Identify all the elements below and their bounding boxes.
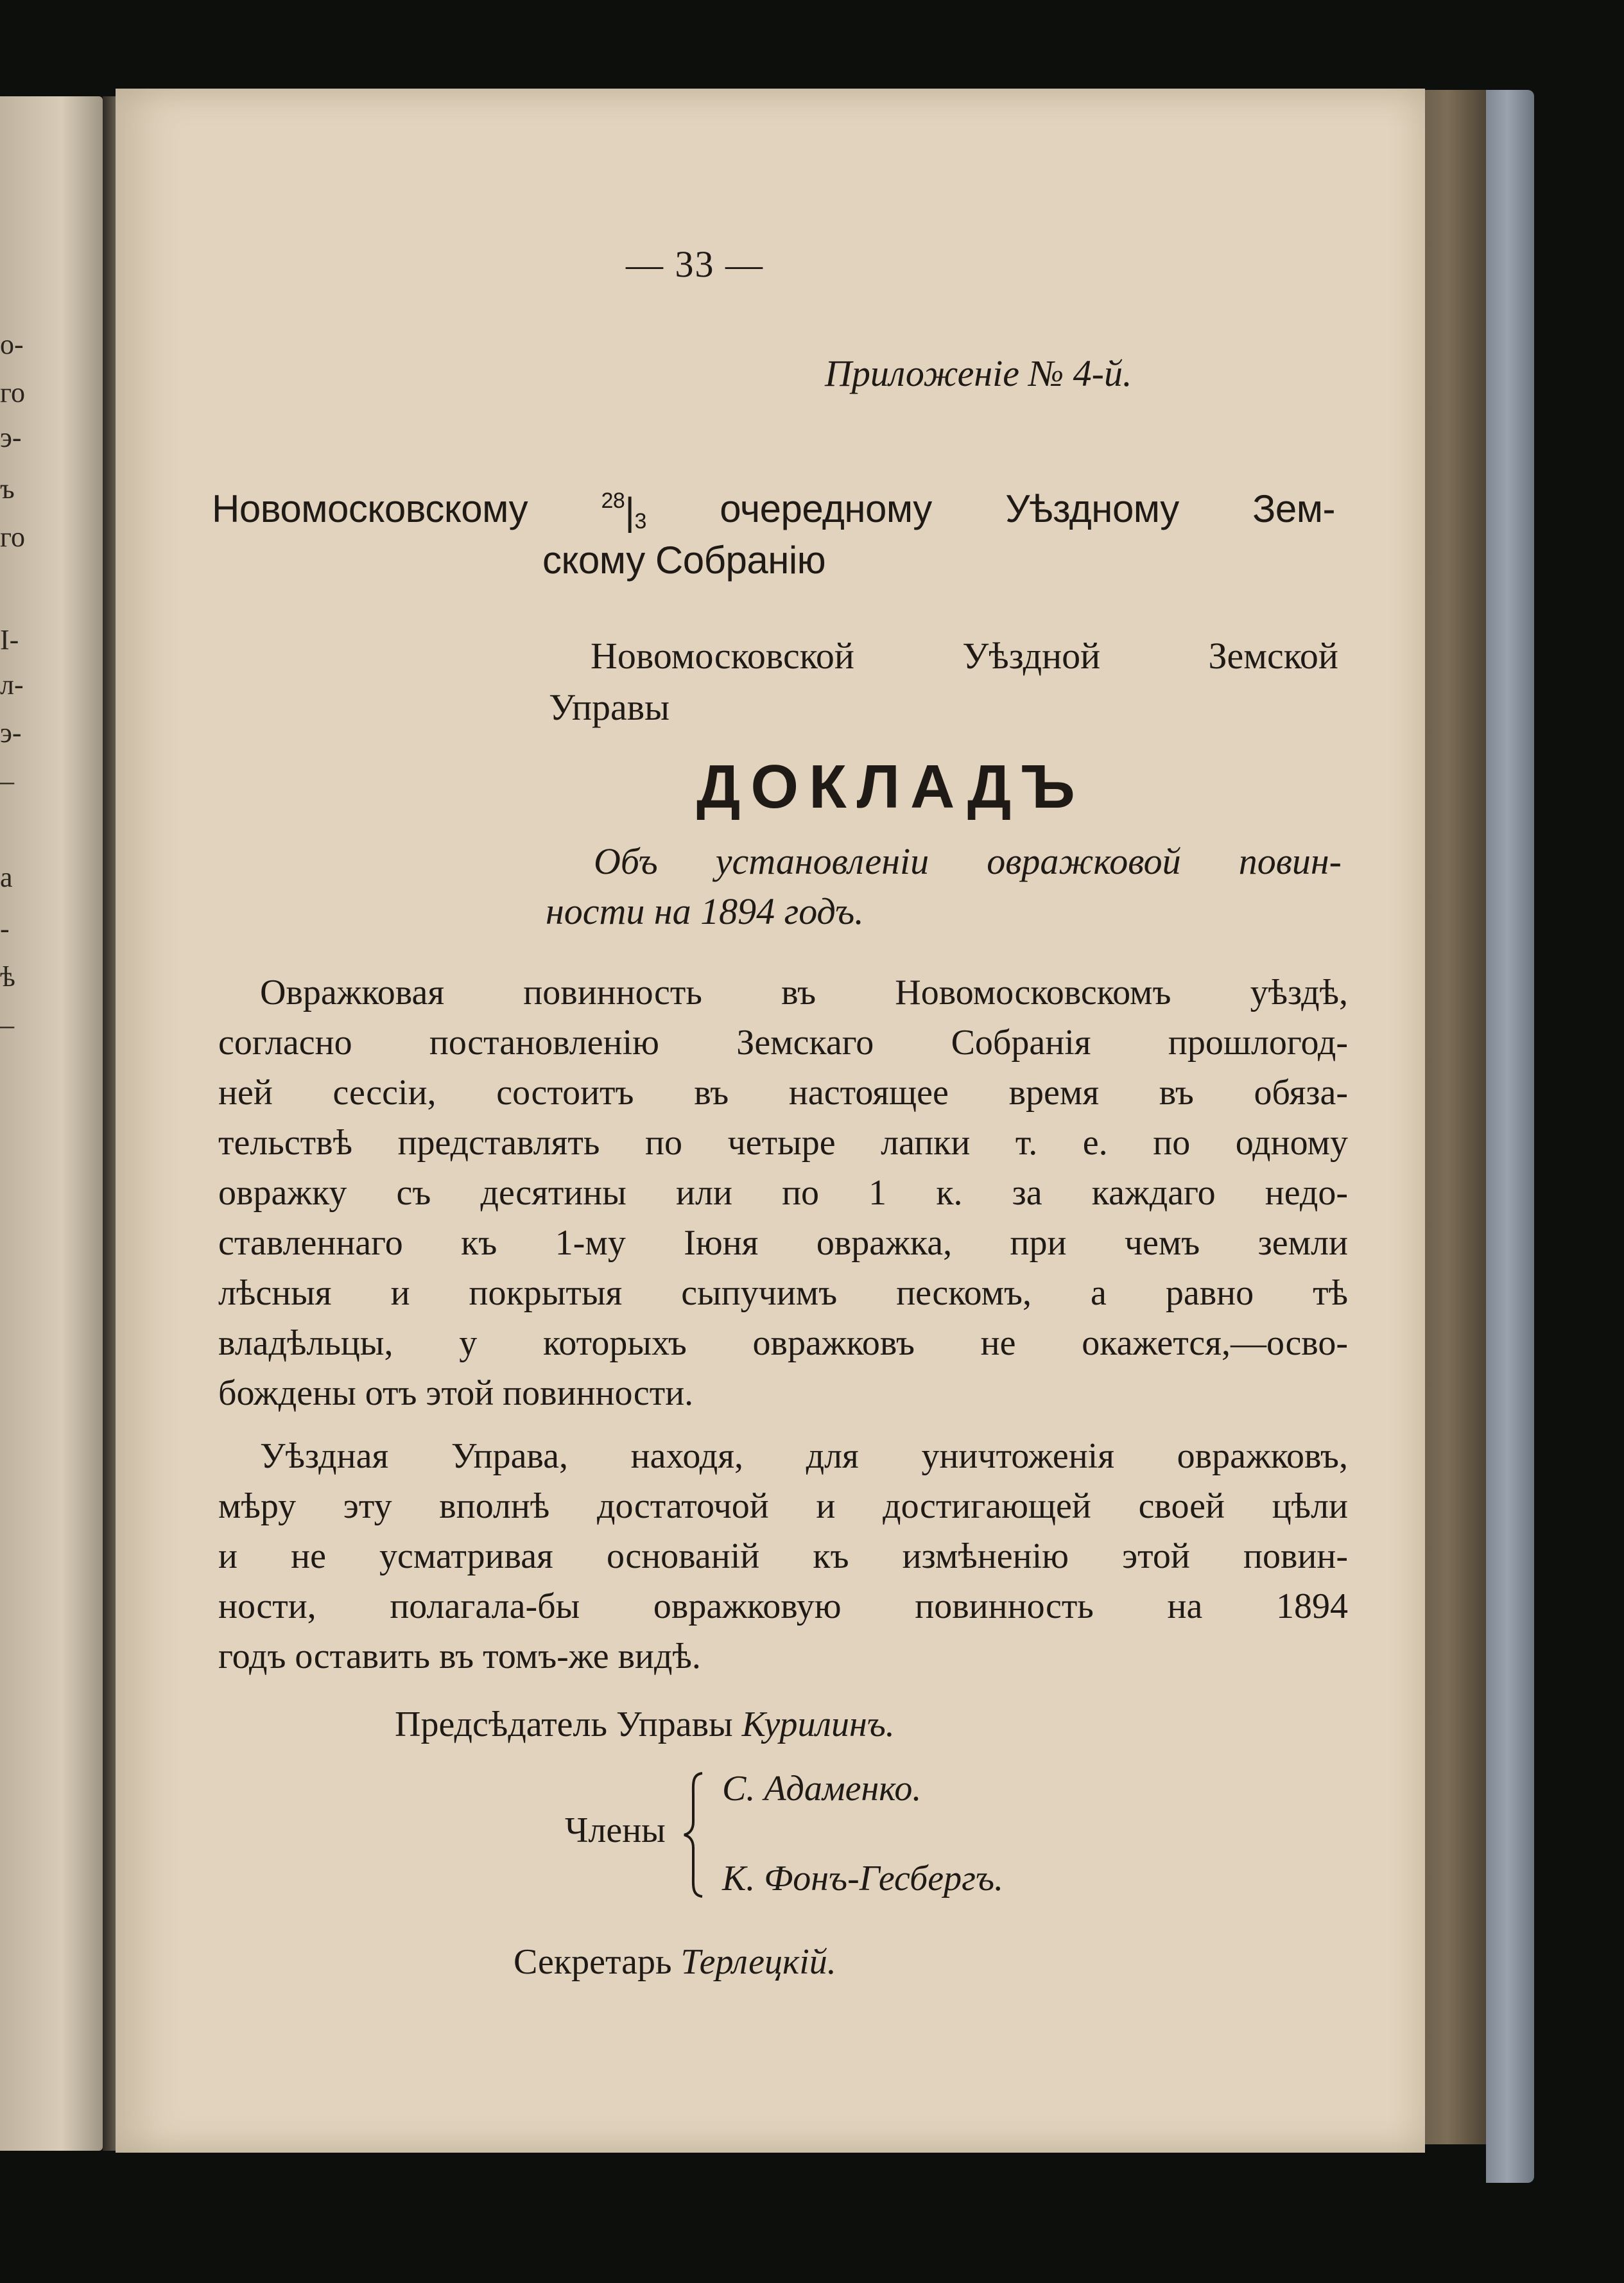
appendix-label: Приложенiе № 4-й. <box>825 352 1132 394</box>
body-line: тельствѣ представлять по четыре лапки т. е. по одному <box>218 1125 1348 1163</box>
left-page-fragment: I- <box>0 624 19 655</box>
curly-brace-icon <box>680 1771 706 1899</box>
session-number: $^{28}|_3$ <box>601 489 646 534</box>
addressee-word: очередному <box>720 487 932 530</box>
left-page-fragment: - <box>0 913 10 944</box>
addressee-line-1 <box>212 487 1335 534</box>
sender-line-1 <box>591 635 1338 677</box>
secretary-signature <box>514 1944 836 1980</box>
body-line: лѣсныя и покрытыя сыпучимъ пескомъ, а равно тѣ <box>218 1275 1348 1313</box>
member-2-signature: К. Фонъ-Гесбергъ. <box>722 1859 1004 1898</box>
left-page-fragment: – <box>0 1009 14 1041</box>
body-line: согласно постановленiю Земскаго Собранiя прошлогод- <box>218 1025 1348 1063</box>
addressee-word: Уѣздному <box>1005 487 1179 530</box>
body-line: бождены отъ этой повинности. <box>218 1375 694 1413</box>
left-page-fragment: ѣ <box>0 961 15 993</box>
left-page-fragment: о- <box>0 329 24 360</box>
body-line: овражку съ десятины или по 1 к. за каждаго недо- <box>218 1175 1348 1213</box>
left-page-fragment: го <box>0 377 25 408</box>
body-line: Овражковая повинность въ Новомосковскомъ уѣздѣ, <box>260 975 1348 1012</box>
session-number-sup: 28 <box>601 489 625 513</box>
session-number-sub: 3 <box>634 509 646 534</box>
subject-text: Объ установленiи овражковой повин- <box>594 840 1342 882</box>
document-title: ДОКЛАДЪ <box>696 752 1085 821</box>
addressee-word: Новомосковскому <box>212 487 528 530</box>
addressee-word: Зем- <box>1252 487 1335 530</box>
members-label: Члены <box>565 1810 666 1850</box>
addressee-line-2: скому Собранiю <box>542 539 826 582</box>
chairman-signature <box>395 1706 895 1742</box>
sender-word: Уѣздной <box>962 635 1101 677</box>
chairman-name: Курилинъ. <box>741 1705 895 1744</box>
left-page-fragment: го <box>0 521 25 553</box>
body-line: мѣру эту вполнѣ достаточой и достигающей своей цѣли <box>218 1488 1348 1526</box>
sender-word: Земской <box>1208 635 1338 677</box>
body-line: ставленнаго къ 1-му Iюня овражка, при чемъ земли <box>218 1225 1348 1263</box>
left-page-fragment: ъ <box>0 473 15 505</box>
left-page-fragment: э- <box>0 422 22 453</box>
body-line: ности, полагала-бы овражковую повинность на 1894 <box>218 1588 1348 1626</box>
member-1-signature: С. Адаменко. <box>722 1769 922 1809</box>
left-page-fragment: л- <box>0 669 24 700</box>
body-line: годъ оставить въ томъ-же видѣ. <box>218 1638 701 1676</box>
chairman-label: Предсѣдатель Управы <box>395 1705 733 1744</box>
book-cover-edge <box>1486 90 1534 2183</box>
left-page-fragment: э- <box>0 717 22 749</box>
sender-word: Новомосковской <box>591 635 854 677</box>
left-page-fragment: а <box>0 862 13 893</box>
body-line: и не усматривая основанiй къ измѣненiю этой повин- <box>218 1538 1348 1576</box>
document-page <box>116 89 1425 2153</box>
page-number: — 33 — <box>626 243 764 285</box>
subject-line-2: ности на 1894 годъ. <box>546 890 864 932</box>
secretary-label: Секретарь <box>514 1942 672 1982</box>
left-page-fragment: – <box>0 765 14 797</box>
body-line: ней сессiи, состоитъ въ настоящее время въ обяза- <box>218 1075 1348 1113</box>
sender-line-2: Управы <box>549 686 670 728</box>
body-line: владѣльцы, у которыхъ овражковъ не окажется,—осво- <box>218 1325 1348 1363</box>
previous-page-edge <box>0 96 103 2151</box>
page-stack-edge <box>1422 90 1486 2144</box>
body-line: Уѣздная Управа, находя, для уничтоженiя овражковъ, <box>260 1438 1348 1476</box>
secretary-name: Терлецкiй. <box>680 1942 836 1982</box>
subject-line-1 <box>594 840 1342 882</box>
